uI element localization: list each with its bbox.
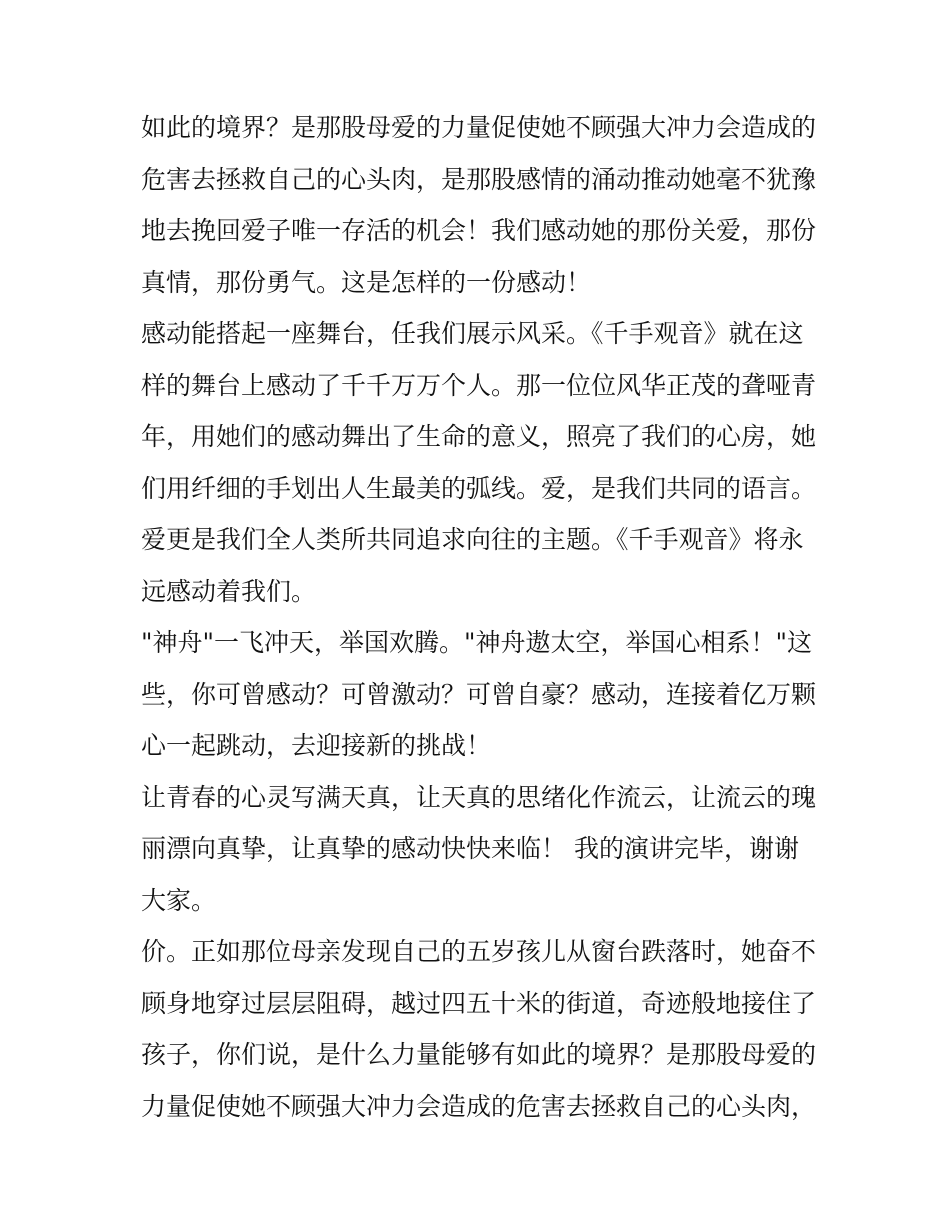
text-line: 力量促使她不顾强大冲力会造成的危害去拯救自己的心头肉， <box>141 1091 817 1121</box>
paragraph-1 <box>141 102 817 308</box>
text-line: 顾身地穿过层层阻碍，越过四五十米的街道，奇迹般地接住了 <box>141 988 817 1018</box>
text-line: 孩子，你们说，是什么力量能够有如此的境界？是那股母爱的 <box>141 1040 817 1069</box>
text-line: 地去挽回爱子唯一存活的机会！我们感动她的那份关爱，那份 <box>141 216 817 245</box>
text-line: 感动能搭起一座舞台，任我们展示风采。《千手观音》就在这 <box>141 319 804 348</box>
paragraph-3 <box>141 617 817 772</box>
text-line: 大家。 <box>141 885 217 915</box>
text-line: 些，你可曾感动？可曾激动？可曾自豪？感动，连接着亿万颗 <box>141 679 817 709</box>
document-body <box>141 102 817 1132</box>
text-line: 样的舞台上感动了千千万万个人。那一位位风华正茂的聋哑青 <box>141 370 817 400</box>
text-line: 丽漂向真挚，让真挚的感动快快来临！ 我的演讲完毕，谢谢 <box>141 834 799 863</box>
text-line: 真情，那份勇气。这是怎样的一份感动！ <box>141 267 592 297</box>
text-line: 让青春的心灵写满天真，让天真的思绪化作流云，让流云的瑰 <box>141 782 817 812</box>
text-line: 年，用她们的感动舞出了生命的意义，照亮了我们的心房，她 <box>141 422 817 451</box>
paragraph-2 <box>141 308 817 617</box>
text-line: 心一起跳动，去迎接新的挑战！ <box>141 731 492 760</box>
text-line: 价。正如那位母亲发现自己的五岁孩儿从窗台跌落时，她奋不 <box>141 937 817 966</box>
paragraph-4 <box>141 772 817 927</box>
text-line: 危害去拯救自己的心头肉，是那股感情的涌动推动她毫不犹豫 <box>141 164 817 194</box>
text-line: 如此的境界？是那股母爱的力量促使她不顾强大冲力会造成的 <box>141 113 817 142</box>
text-line: "神舟"一飞冲天，举国欢腾。"神舟遨太空，举国心相系！"这 <box>141 628 812 657</box>
text-line: 们用纤细的手划出人生最美的弧线。爱，是我们共同的语言。 <box>141 473 817 503</box>
text-line: 爱更是我们全人类所共同追求向往的主题。《千手观音》将永 <box>141 525 804 554</box>
text-line: 远感动着我们。 <box>141 576 317 606</box>
paragraph-5 <box>141 926 817 1132</box>
